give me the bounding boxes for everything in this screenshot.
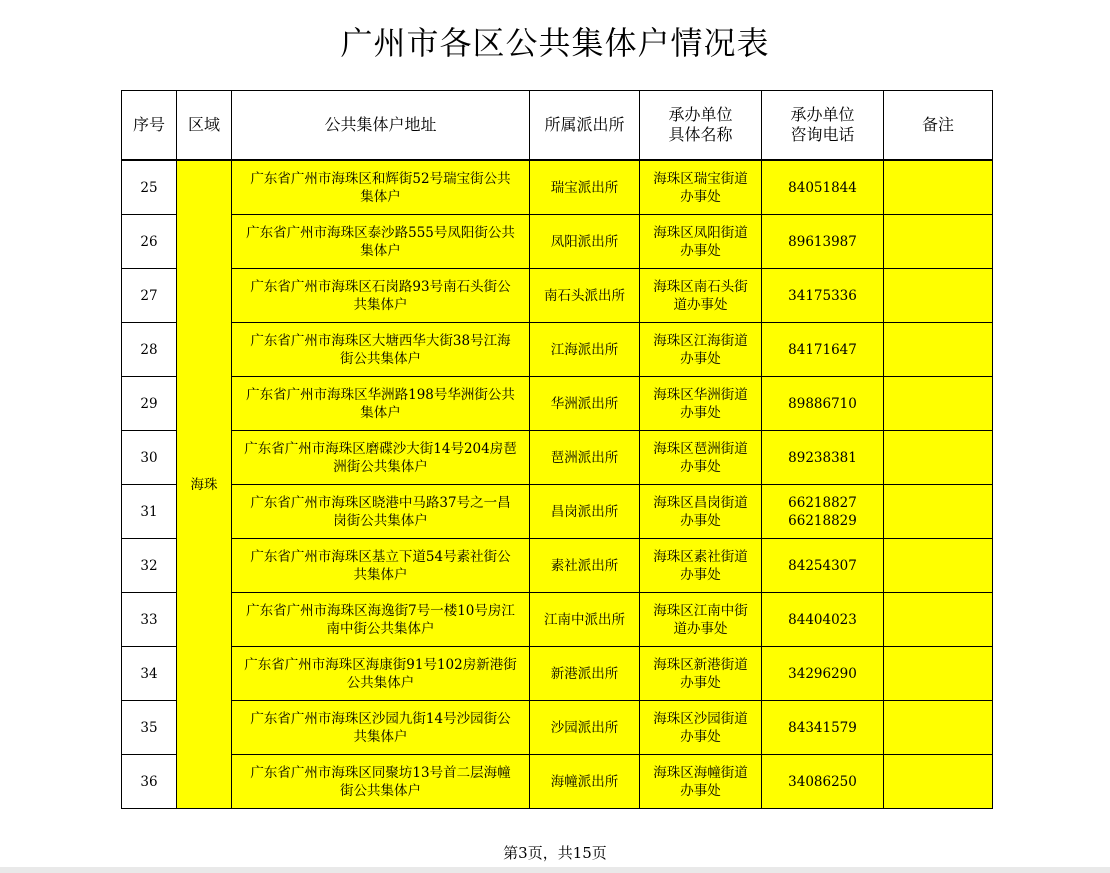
phone-line1: 34086250 bbox=[788, 773, 857, 790]
remark-cell bbox=[884, 755, 993, 809]
unit-line1: 海珠区江南中街 bbox=[653, 602, 748, 619]
remark-cell bbox=[884, 269, 993, 323]
address-cell bbox=[232, 431, 530, 485]
address-line2: 集体户 bbox=[360, 404, 401, 421]
address-line1: 广东省广州市海珠区磨碟沙大街14号204房琶 bbox=[244, 440, 517, 457]
phone-cell bbox=[762, 431, 884, 485]
header-unit-line1: 承办单位 bbox=[668, 105, 733, 124]
phone-line1: 89886710 bbox=[788, 395, 857, 412]
header-remark: 备注 bbox=[884, 91, 993, 161]
row-number: 30 bbox=[122, 431, 177, 485]
table-row bbox=[122, 160, 993, 215]
unit-cell bbox=[640, 323, 762, 377]
page-footer: 第3页，共15页 bbox=[503, 844, 607, 862]
station-cell: 凤阳派出所 bbox=[530, 215, 640, 269]
unit-line2: 办事处 bbox=[680, 242, 721, 259]
address-line2: 共集体户 bbox=[353, 296, 408, 313]
bottom-scroll-strip[interactable] bbox=[0, 867, 1110, 873]
phone-cell bbox=[762, 377, 884, 431]
phone-cell bbox=[762, 593, 884, 647]
phone-cell bbox=[762, 160, 884, 215]
address-cell bbox=[232, 647, 530, 701]
phone-cell bbox=[762, 701, 884, 755]
station-cell: 素社派出所 bbox=[530, 539, 640, 593]
header-station: 所属派出所 bbox=[530, 91, 640, 161]
station-cell: 江海派出所 bbox=[530, 323, 640, 377]
address-line2: 街公共集体户 bbox=[340, 782, 421, 799]
phone-cell bbox=[762, 323, 884, 377]
station-cell: 江南中派出所 bbox=[530, 593, 640, 647]
page-title: 广州市各区公共集体户情况表 bbox=[340, 24, 770, 62]
unit-line2: 办事处 bbox=[680, 512, 721, 529]
address-cell bbox=[232, 323, 530, 377]
table-row bbox=[122, 485, 993, 539]
unit-cell bbox=[640, 215, 762, 269]
row-number: 28 bbox=[122, 323, 177, 377]
address-cell bbox=[232, 593, 530, 647]
row-number: 32 bbox=[122, 539, 177, 593]
header-district: 区域 bbox=[177, 91, 232, 161]
header-unit-line2: 具体名称 bbox=[668, 125, 733, 144]
unit-line1: 海珠区南石头街 bbox=[653, 278, 748, 295]
unit-line2: 办事处 bbox=[680, 782, 721, 799]
address-line1: 广东省广州市海珠区同聚坊13号首二层海幢 bbox=[250, 764, 511, 781]
unit-cell bbox=[640, 485, 762, 539]
unit-line2: 办事处 bbox=[680, 674, 721, 691]
phone-line1: 89613987 bbox=[788, 233, 857, 250]
address-cell bbox=[232, 160, 530, 215]
station-cell: 瑞宝派出所 bbox=[530, 160, 640, 215]
station-cell: 南石头派出所 bbox=[530, 269, 640, 323]
unit-cell bbox=[640, 269, 762, 323]
address-line1: 广东省广州市海珠区泰沙路555号凤阳街公共 bbox=[246, 224, 515, 241]
address-cell bbox=[232, 215, 530, 269]
header-phone-line2: 咨询电话 bbox=[790, 125, 855, 144]
remark-cell bbox=[884, 215, 993, 269]
phone-line1: 34175336 bbox=[788, 287, 857, 304]
households-table bbox=[121, 90, 993, 809]
station-cell: 昌岗派出所 bbox=[530, 485, 640, 539]
phone-line1: 66218827 bbox=[788, 494, 857, 511]
remark-cell bbox=[884, 701, 993, 755]
unit-line1: 海珠区瑞宝街道 bbox=[653, 170, 748, 187]
phone-line2: 66218829 bbox=[788, 512, 857, 529]
phone-line1: 84051844 bbox=[788, 179, 857, 196]
station-cell: 海幢派出所 bbox=[530, 755, 640, 809]
address-line2: 共集体户 bbox=[353, 566, 408, 583]
remark-cell bbox=[884, 431, 993, 485]
unit-line1: 海珠区华洲街道 bbox=[653, 386, 748, 403]
remark-cell bbox=[884, 323, 993, 377]
unit-cell bbox=[640, 377, 762, 431]
row-number: 29 bbox=[122, 377, 177, 431]
address-line1: 广东省广州市海珠区沙园九街14号沙园街公 bbox=[250, 710, 511, 727]
remark-cell bbox=[884, 160, 993, 215]
unit-cell bbox=[640, 160, 762, 215]
row-number: 33 bbox=[122, 593, 177, 647]
phone-cell bbox=[762, 485, 884, 539]
address-line2: 街公共集体户 bbox=[340, 350, 421, 367]
unit-line1: 海珠区沙园街道 bbox=[653, 710, 748, 727]
unit-line2: 道办事处 bbox=[673, 620, 728, 637]
table-row bbox=[122, 377, 993, 431]
unit-cell bbox=[640, 701, 762, 755]
header-address: 公共集体户地址 bbox=[232, 91, 530, 161]
station-cell: 琶洲派出所 bbox=[530, 431, 640, 485]
table-row bbox=[122, 323, 993, 377]
row-number: 26 bbox=[122, 215, 177, 269]
unit-line2: 办事处 bbox=[680, 458, 721, 475]
unit-line1: 海珠区江海街道 bbox=[653, 332, 748, 349]
address-line2: 洲街公共集体户 bbox=[333, 458, 428, 475]
address-line1: 广东省广州市海珠区华洲路198号华洲街公共 bbox=[246, 386, 515, 403]
station-cell: 新港派出所 bbox=[530, 647, 640, 701]
table-row bbox=[122, 593, 993, 647]
row-number: 36 bbox=[122, 755, 177, 809]
unit-line1: 海珠区新港街道 bbox=[653, 656, 748, 673]
unit-line1: 海珠区琶洲街道 bbox=[653, 440, 748, 457]
station-cell: 华洲派出所 bbox=[530, 377, 640, 431]
address-cell bbox=[232, 539, 530, 593]
address-line1: 广东省广州市海珠区晓港中马路37号之一昌 bbox=[250, 494, 511, 511]
unit-cell bbox=[640, 539, 762, 593]
unit-line2: 办事处 bbox=[680, 188, 721, 205]
phone-line1: 89238381 bbox=[788, 449, 857, 466]
unit-line2: 办事处 bbox=[680, 566, 721, 583]
address-cell bbox=[232, 701, 530, 755]
phone-line1: 84254307 bbox=[788, 557, 857, 574]
unit-cell bbox=[640, 431, 762, 485]
header-phone bbox=[762, 91, 884, 161]
address-line2: 共集体户 bbox=[353, 728, 408, 745]
address-line1: 广东省广州市海珠区石岗路93号南石头街公 bbox=[250, 278, 511, 295]
table-header-row bbox=[122, 91, 993, 161]
phone-line1: 84341579 bbox=[788, 719, 857, 736]
header-unit-name bbox=[640, 91, 762, 161]
row-number: 25 bbox=[122, 160, 177, 215]
address-cell bbox=[232, 377, 530, 431]
remark-cell bbox=[884, 593, 993, 647]
address-line2: 公共集体户 bbox=[346, 674, 415, 691]
row-number: 35 bbox=[122, 701, 177, 755]
address-line2: 集体户 bbox=[360, 188, 401, 205]
header-seq: 序号 bbox=[122, 91, 177, 161]
remark-cell bbox=[884, 485, 993, 539]
address-line2: 岗街公共集体户 bbox=[333, 512, 428, 529]
unit-line2: 办事处 bbox=[680, 350, 721, 367]
table-row bbox=[122, 701, 993, 755]
district-cell: 海珠 bbox=[177, 160, 232, 809]
address-line1: 广东省广州市海珠区和辉街52号瑞宝街公共 bbox=[250, 170, 511, 187]
table-row bbox=[122, 539, 993, 593]
phone-line1: 84171647 bbox=[788, 341, 857, 358]
phone-cell bbox=[762, 647, 884, 701]
phone-cell bbox=[762, 215, 884, 269]
unit-line2: 办事处 bbox=[680, 728, 721, 745]
address-cell bbox=[232, 269, 530, 323]
address-line1: 广东省广州市海珠区海逸街7号一楼10号房江 bbox=[246, 602, 515, 619]
address-line2: 南中街公共集体户 bbox=[326, 620, 435, 637]
phone-cell bbox=[762, 269, 884, 323]
remark-cell bbox=[884, 647, 993, 701]
row-number: 31 bbox=[122, 485, 177, 539]
row-number: 34 bbox=[122, 647, 177, 701]
header-phone-line1: 承办单位 bbox=[790, 105, 855, 124]
row-number: 27 bbox=[122, 269, 177, 323]
remark-cell bbox=[884, 539, 993, 593]
unit-cell bbox=[640, 755, 762, 809]
table-row bbox=[122, 215, 993, 269]
table-row bbox=[122, 755, 993, 809]
phone-line1: 34296290 bbox=[788, 665, 857, 682]
unit-line2: 道办事处 bbox=[673, 296, 728, 313]
address-line1: 广东省广州市海珠区基立下道54号素社街公 bbox=[250, 548, 511, 565]
unit-cell bbox=[640, 647, 762, 701]
unit-line1: 海珠区海幢街道 bbox=[653, 764, 748, 781]
remark-cell bbox=[884, 377, 993, 431]
table-row bbox=[122, 647, 993, 701]
address-cell bbox=[232, 755, 530, 809]
unit-line1: 海珠区昌岗街道 bbox=[653, 494, 748, 511]
unit-line2: 办事处 bbox=[680, 404, 721, 421]
address-line1: 广东省广州市海珠区海康街91号102房新港街 bbox=[244, 656, 517, 673]
table-row bbox=[122, 431, 993, 485]
unit-line1: 海珠区凤阳街道 bbox=[653, 224, 748, 241]
table-row bbox=[122, 269, 993, 323]
address-cell bbox=[232, 485, 530, 539]
unit-line1: 海珠区素社街道 bbox=[653, 548, 748, 565]
address-line2: 集体户 bbox=[360, 242, 401, 259]
phone-cell bbox=[762, 539, 884, 593]
station-cell: 沙园派出所 bbox=[530, 701, 640, 755]
phone-line1: 84404023 bbox=[788, 611, 857, 628]
address-line1: 广东省广州市海珠区大塘西华大街38号江海 bbox=[250, 332, 511, 349]
unit-cell bbox=[640, 593, 762, 647]
phone-cell bbox=[762, 755, 884, 809]
